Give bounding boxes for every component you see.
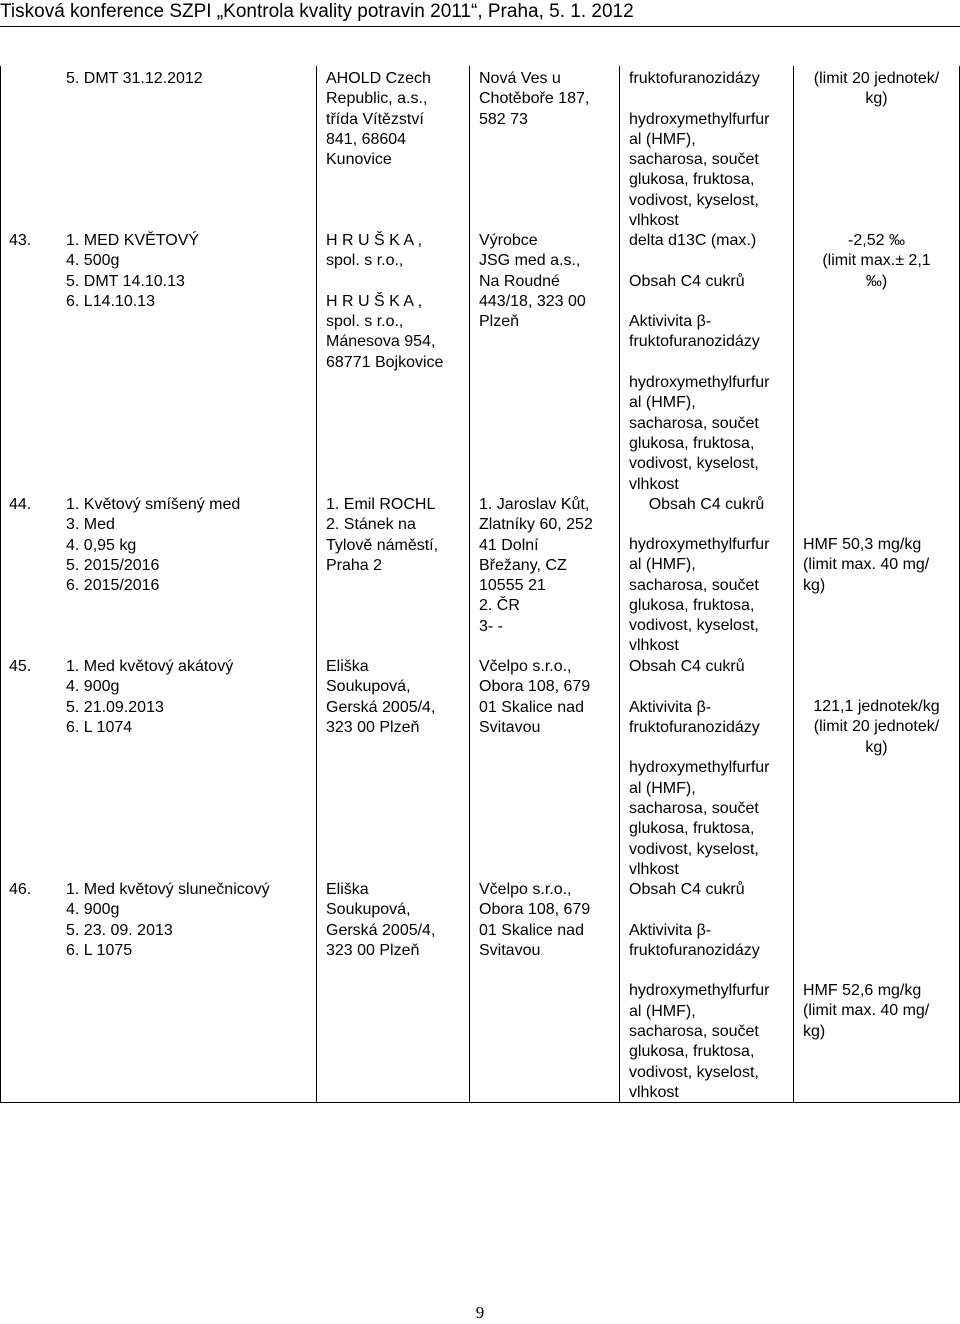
row-45-result: 121,1 jednotek/kg (limit 20 jednotek/ kg) [813, 698, 940, 756]
column-divider [316, 66, 317, 1103]
row-43-producer: Výrobce JSG med a.s., Na Roudné 443/18, 323 00 Plzeň [479, 232, 586, 331]
row-46-number: 46. [9, 881, 32, 898]
row-43-product: 1. MED KVĚTOVÝ 4. 500g 5. DMT 14.10.13 6. L14.10.13 [66, 232, 200, 310]
document-header: Tisková konference SZPI „Kontrola kvality potravin 2011“, Praha, 5. 1. 2012 [0, 1, 634, 22]
column-divider [469, 66, 470, 1103]
row-46-result: HMF 52,6 mg/kg (limit max. 40 mg/ kg) [803, 982, 930, 1040]
row-43-result: -2,52 ‰ (limit max.± 2,1 ‰) [822, 232, 931, 290]
table-border-left [0, 66, 1, 1103]
inspection-table [0, 66, 960, 1103]
header-rule [0, 26, 960, 27]
row-45-parameters: Obsah C4 cukrů Aktivivita β- fruktofuranozidázy hydroxymethylfurfur al (HMF), sacharosa, součet glukosa, fruktosa, vodivost, kyselost, vlhkost [629, 658, 770, 878]
column-divider [619, 66, 620, 1103]
row-46-product: 1. Med květový slunečnicový 4. 900g 5. 23. 09. 2013 6. L 1075 [66, 881, 270, 959]
page-number: 9 [475, 1303, 485, 1322]
row-43-seller: H R U Š K A , spol. s r.o., H R U Š K A , spol. s r.o., Mánesova 954, 68771 Bojkovice [326, 232, 444, 371]
column-divider [793, 66, 794, 1103]
row-0-seller: AHOLD Czech Republic, a.s., třída Vítězství 841, 68604 Kunovice [326, 70, 431, 169]
row-44-parameters: hydroxymethylfurfur al (HMF), sacharosa, součet glukosa, fruktosa, vodivost, kyselost, vlhkost [629, 536, 770, 655]
row-0-producer: Nová Ves u Chotěboře 187, 582 73 [479, 70, 590, 128]
row-44-parameters-top: Obsah C4 cukrů [648, 496, 765, 513]
row-46-seller: Eliška Soukupová, Gerská 2005/4, 323 00 Plzeň [326, 881, 436, 959]
row-46-producer: Včelpo s.r.o., Obora 108, 679 01 Skalice nad Svitavou [479, 881, 591, 959]
row-0-parameters: fruktofuranozidázy hydroxymethylfurfur al (HMF), sacharosa, součet glukosa, fruktosa, vodivost, kyselost, vlhkost [629, 70, 770, 230]
row-44-product: 1. Květový smíšený med 3. Med 4. 0,95 kg 5. 2015/2016 6. 2015/2016 [66, 496, 241, 595]
row-0-product: 5. DMT 31.12.2012 [66, 70, 203, 87]
row-45-product: 1. Med květový akátový 4. 900g 5. 21.09.2013 6. L 1074 [66, 658, 234, 736]
row-43-parameters: delta d13C (max.) Obsah C4 cukrů Aktivivita β- fruktofuranozidázy hydroxymethylfurfur al (HMF), sacharosa, součet glukosa, fruktosa, vodivost, kyselost, vlhkost [629, 232, 770, 493]
table-border-bottom [0, 1102, 960, 1103]
row-45-number: 45. [9, 658, 32, 675]
row-0-result: (limit 20 jednotek/ kg) [813, 70, 940, 108]
row-44-producer: 1. Jaroslav Kůt, Zlatníky 60, 252 41 Dolní Břežany, CZ 10555 21 2. ČR 3- - [479, 496, 593, 635]
row-44-result: HMF 50,3 mg/kg (limit max. 40 mg/ kg) [803, 536, 930, 594]
row-45-seller: Eliška Soukupová, Gerská 2005/4, 323 00 Plzeň [326, 658, 436, 736]
row-46-parameters: Obsah C4 cukrů Aktivivita β- fruktofuranozidázy hydroxymethylfurfur al (HMF), sacharosa, součet glukosa, fruktosa, vodivost, kyselost, vlhkost [629, 881, 770, 1101]
row-45-producer: Včelpo s.r.o., Obora 108, 679 01 Skalice nad Svitavou [479, 658, 591, 736]
row-44-seller: 1. Emil ROCHL 2. Stánek na Tylově náměstí, Praha 2 [326, 496, 439, 574]
row-44-number: 44. [9, 496, 32, 513]
row-43-number: 43. [9, 232, 32, 249]
